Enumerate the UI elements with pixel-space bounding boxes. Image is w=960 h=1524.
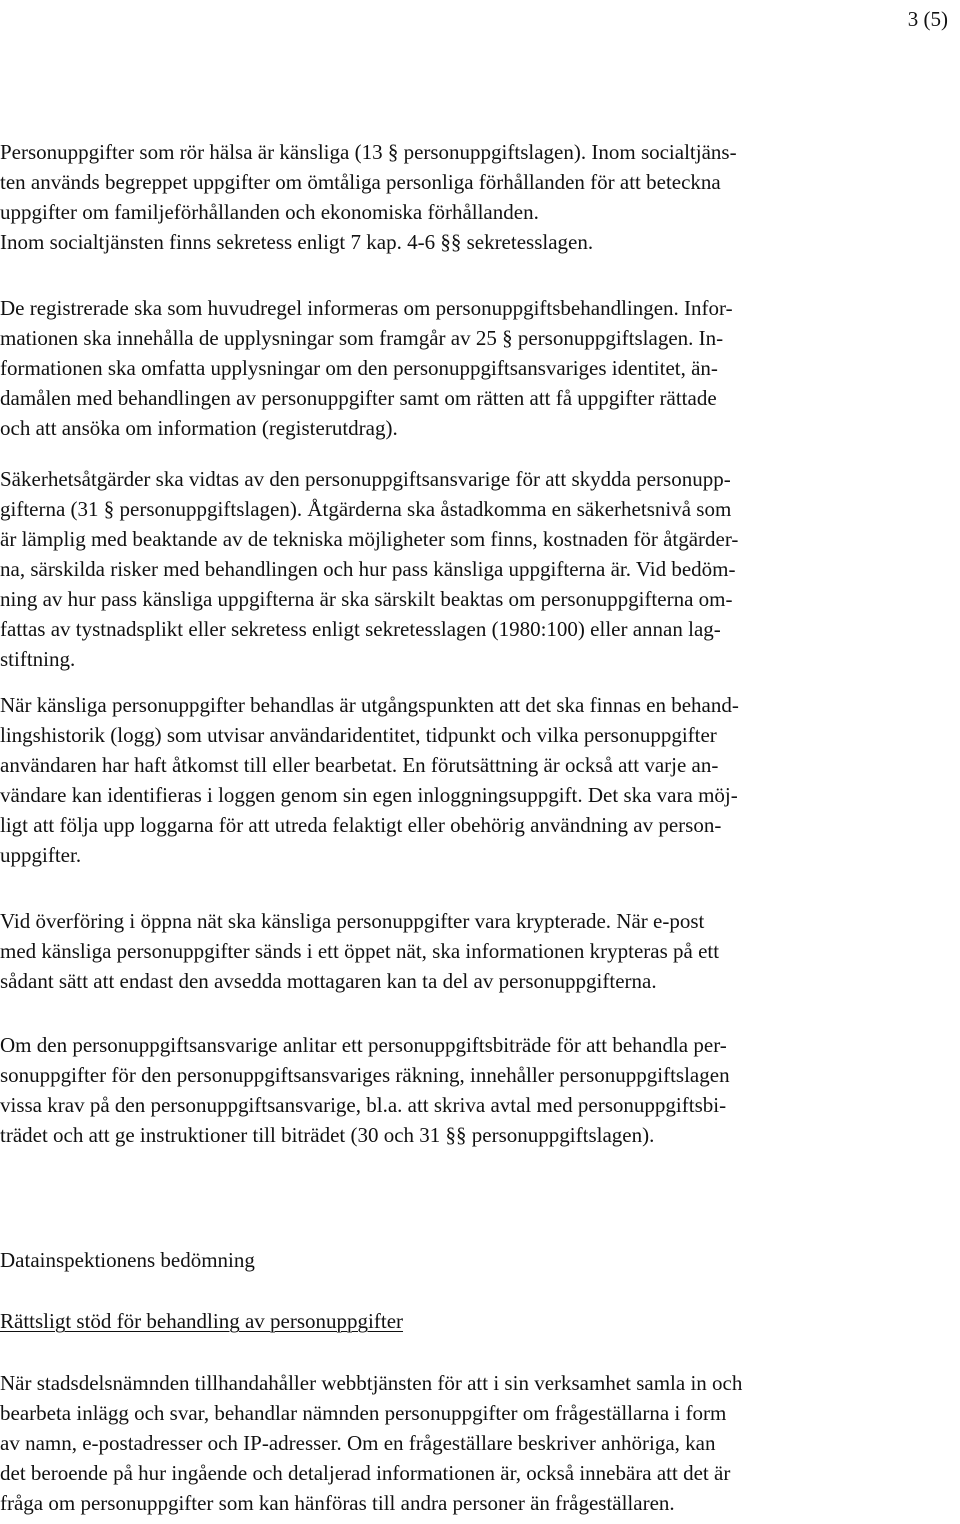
text-line: vändare kan identifieras i loggen genom sin egen inloggningsuppgift. Det ska vara möj-: [0, 783, 738, 807]
paragraph-assessment: [0, 1368, 960, 1518]
text-line: bearbeta inlägg och svar, behandlar nämnden personuppgifter om frågeställarna i form: [0, 1401, 727, 1425]
text-line: är lämplig med beaktande av de tekniska möjligheter som finns, kostnaden för åtgärder-: [0, 527, 739, 551]
text-line: När stadsdelsnämnden tillhandahåller webbtjänsten för att i sin verksamhet samla in och: [0, 1371, 743, 1395]
text-line: det beroende på hur ingående och detaljerad informationen är, också innebära att det är: [0, 1461, 731, 1485]
text-line: lingshistorik (logg) som utvisar användaridentitet, tidpunkt och vilka personuppgifter: [0, 723, 717, 747]
text-line: fråga om personuppgifter som kan hänföras till andra personer än frågeställaren.: [0, 1491, 675, 1515]
text-line: uppgifter.: [0, 843, 82, 867]
text-line: stiftning.: [0, 647, 76, 671]
text-line: vissa krav på den personuppgiftsansvarige, bl.a. att skriva avtal med personuppgiftsbi-: [0, 1093, 727, 1117]
paragraph-information-duty: [0, 293, 960, 443]
text-line: fattas av tystnadsplikt eller sekretess enligt sekretesslagen (1980:100) eller annan lag-: [0, 617, 721, 641]
paragraph-encryption: [0, 906, 960, 996]
text-line: sonuppgifter för den personuppgiftsansvariges räkning, innehåller personuppgiftslagen: [0, 1063, 730, 1087]
text-line: uppgifter om familjeförhållanden och ekonomiska förhållanden.: [0, 200, 539, 224]
text-line: na, särskilda risker med behandlingen och hur pass känsliga uppgifterna är. Vid bedöm-: [0, 557, 736, 581]
text-line: gifterna (31 § personuppgiftslagen). Åtgärderna ska åstadkomma en säkerhetsnivå som: [0, 497, 732, 521]
text-line: mationen ska innehålla de upplysningar som framgår av 25 § personuppgiftslagen. In-: [0, 326, 724, 350]
text-line: sådant sätt att endast den avsedda mottagaren kan ta del av personuppgifterna.: [0, 969, 657, 993]
text-line: formationen ska omfatta upplysningar om den personuppgiftsansvariges identitet, än-: [0, 356, 718, 380]
text-line: och att ansöka om information (registerutdrag).: [0, 416, 398, 440]
text-line: damålen med behandlingen av personuppgifter samt om rätten att få uppgifter rättade: [0, 386, 717, 410]
section-heading: Datainspektionens bedömning: [0, 1248, 255, 1272]
text-line: Om den personuppgiftsansvarige anlitar ett personuppgiftsbiträde för att behandla per-: [0, 1033, 727, 1057]
paragraph-logging: [0, 690, 960, 870]
text-line: ligt att följa upp loggarna för att utreda felaktigt eller obehörig användning av person-: [0, 813, 722, 837]
text-line: med känsliga personuppgifter sänds i ett öppet nät, ska informationen krypteras på ett: [0, 939, 720, 963]
paragraph-security-measures: [0, 464, 960, 674]
text-line: av namn, e-postadresser och IP-adresser. Om en frågeställare beskriver anhöriga, kan: [0, 1431, 716, 1455]
text-line: Säkerhetsåtgärder ska vidtas av den personuppgiftsansvarige för att skydda personupp-: [0, 467, 731, 491]
text-line: användaren har haft åtkomst till eller bearbetat. En förutsättning är också att varje an-: [0, 753, 719, 777]
text-line: ten används begreppet uppgifter om ömtåliga personliga förhållanden för att beteckna: [0, 170, 721, 194]
paragraph-sensitive-data: [0, 137, 960, 257]
text-line: De registrerade ska som huvudregel informeras om personuppgiftsbehandlingen. Infor-: [0, 296, 733, 320]
text-line: ning av hur pass känsliga uppgifterna är ska särskilt beaktas om personuppgifterna om-: [0, 587, 733, 611]
text-line: Vid överföring i öppna nät ska känsliga personuppgifter vara krypterade. När e-post: [0, 909, 705, 933]
subsection-heading: Rättsligt stöd för behandling av personuppgifter: [0, 1309, 404, 1333]
text-line: När känsliga personuppgifter behandlas är utgångspunkten att det ska finnas en behand-: [0, 693, 739, 717]
page-number: 3 (5): [907, 7, 948, 31]
text-line: Personuppgifter som rör hälsa är känsliga (13 § personuppgiftslagen). Inom socialtjäns-: [0, 140, 737, 164]
paragraph-processor: [0, 1030, 960, 1150]
text-line: Inom socialtjänsten finns sekretess enligt 7 kap. 4-6 §§ sekretesslagen.: [0, 230, 594, 254]
text-line: trädet och att ge instruktioner till biträdet (30 och 31 §§ personuppgiftslagen).: [0, 1123, 655, 1147]
